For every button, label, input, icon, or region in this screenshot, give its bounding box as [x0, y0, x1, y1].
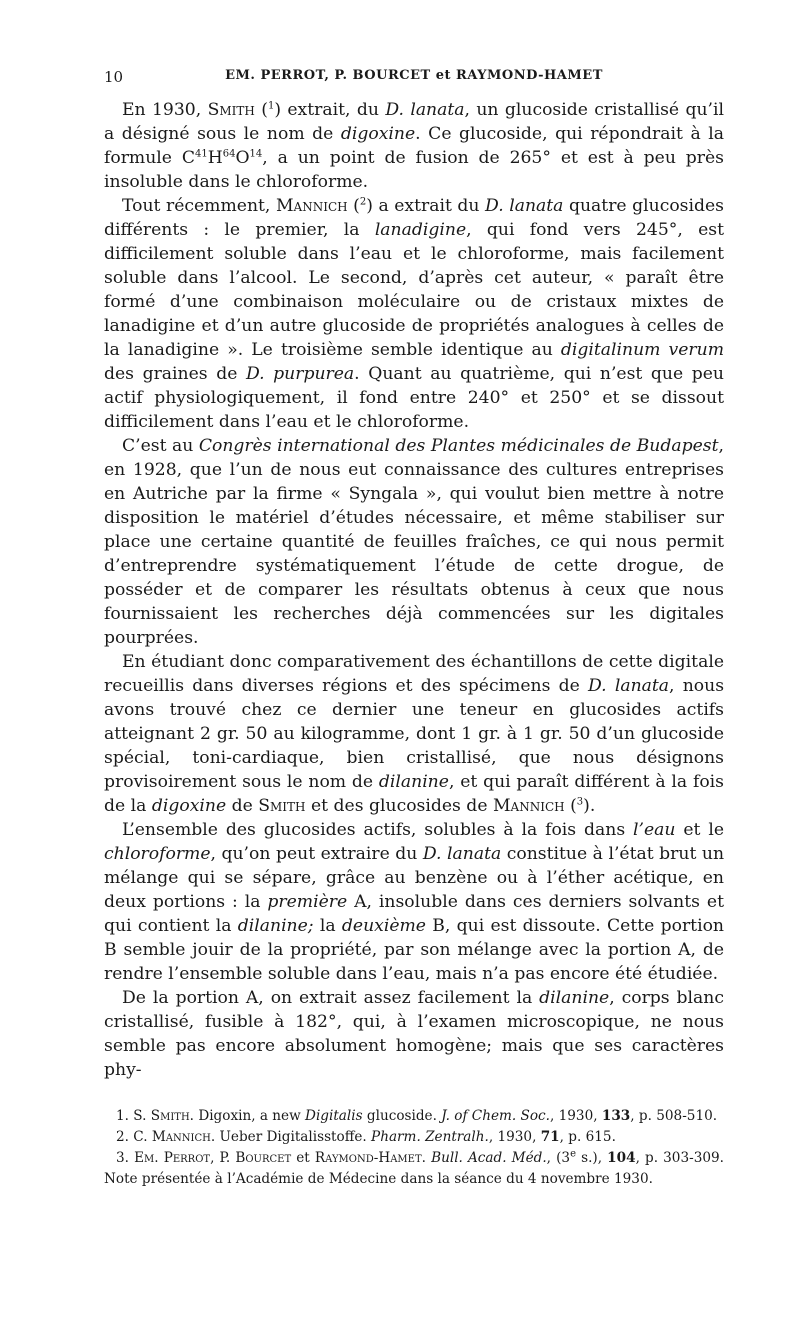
footnote: 1. S. Smith. Digoxin, a new Digitalis glucoside. J. of Chem. Soc., 1930, 133, p. 508-510.: [116, 1108, 718, 1124]
footnote-ref: 1: [267, 100, 275, 112]
paragraph: L’ensemble des glucosides actifs, solubles à la fois dans l’eau et le chloroforme, qu’on peut extraire du D. lanata constitue à l’état brut un mélange qui se sépare, grâce au benzène ou à l’éther acétique, en deux portions : la première A, insoluble dans ces derniers solvants et qui contient la dilanine; la deuxième B, qui est dissoute. Cette portion B semble jouir de la propriété, par son mélange avec la portion A, de rendre l’ensemble soluble dans l’eau, mais n’a pas encore été étudiée.: [104, 820, 725, 984]
footnote: 2. C. Mannich. Ueber Digitalisstoffe. Pharm. Zentralh., 1930, 71, p. 615.: [116, 1129, 616, 1145]
running-title: EM. PERROT, P. BOURCET et RAYMOND-HAMET: [225, 68, 603, 83]
paragraph: En étudiant donc comparativement des échantillons de cette digitale recueillis dans diverses régions et des spécimens de D. lanata, nous avons trouvé chez ce dernier une teneur en glucosides actifs atteignant 2 gr. 50 au kilogramme, dont 1 gr. à 1 gr. 50 d’un glucoside spécial, toni-cardiaque, bien cristallisé, que nous désignons provisoirement sous le nom de dilanine, et qui paraît différent à la fois de la digoxine de Smith et des glucosides de Mannich ($^3$).: [104, 652, 725, 816]
body-text: [104, 98, 724, 1082]
paragraph: Tout récemment, Mannich ($^2$) a extrait du D. lanata quatre glucosides différents : le premier, la lanadigine, qui fond vers 245°, est difficilement soluble dans l’eau et le chloroforme, mais facilement soluble dans l’alcool. Le second, d’après cet auteur, « paraît être formé d’une combinaison moléculaire ou de cristaux mixtes de lanadigine et d’un autre glucoside de propriétés analogues à celles de la lanadigine ». Le troisième semble identique au digitalinum verum des graines de D. purpurea. Quant au quatrième, qui n’est que peu actif physiologiquement, il fond entre 240° et 250° et se dissout difficilement dans l’eau et le chloroforme.: [104, 196, 725, 432]
page: [104, 68, 724, 1190]
paragraph: En 1930, Smith ($^1$) extrait, du D. lanata, un glucoside cristallisé qu’il a désigné sous le nom de digoxine. Ce glucoside, qui répondrait à la formule $C^{41}H^{64}O^{14}$, a un point de fusion de 265° et est à peu près insoluble dans le chloroforme.: [104, 100, 724, 192]
paragraph: De la portion A, on extrait assez facilement la dilanine, corps blanc cristallisé, fusible à 182°, qui, à l’examen microscopique, ne nous semble pas encore absolument homogène; mais que ses caractères phy-: [104, 988, 724, 1080]
page-number: 10: [104, 68, 124, 86]
footnotes: [104, 1106, 724, 1190]
paragraph: C’est au Congrès international des Plantes médicinales de Budapest, en 1928, que l’un de nous eut connaissance des cultures entreprises en Autriche par la firme « Syngala », qui voulut bien mettre à notre disposition le matériel d’études nécessaire, et même stabiliser sur place une certaine quantité de feuilles fraîches, ce qui nous permit d’entreprendre systématiquement l’étude de cette drogue, de posséder et de comparer les résultats obtenus à ceux que nous fournissaient les recherches déjà commencées sur les digitales pourprées.: [104, 436, 724, 648]
footnote: 3. Em. Perrot, P. Bourcet et Raymond-Hamet. Bull. Acad. Méd., (3e s.), 104, p. 303-309. Note présentée à l’Académie de Médecine dans la séance du 4 novembre 1930.: [104, 1148, 724, 1187]
footnote-ref: 2: [359, 196, 367, 208]
page-header: [104, 68, 724, 90]
footnote-ref: 3: [576, 796, 584, 808]
